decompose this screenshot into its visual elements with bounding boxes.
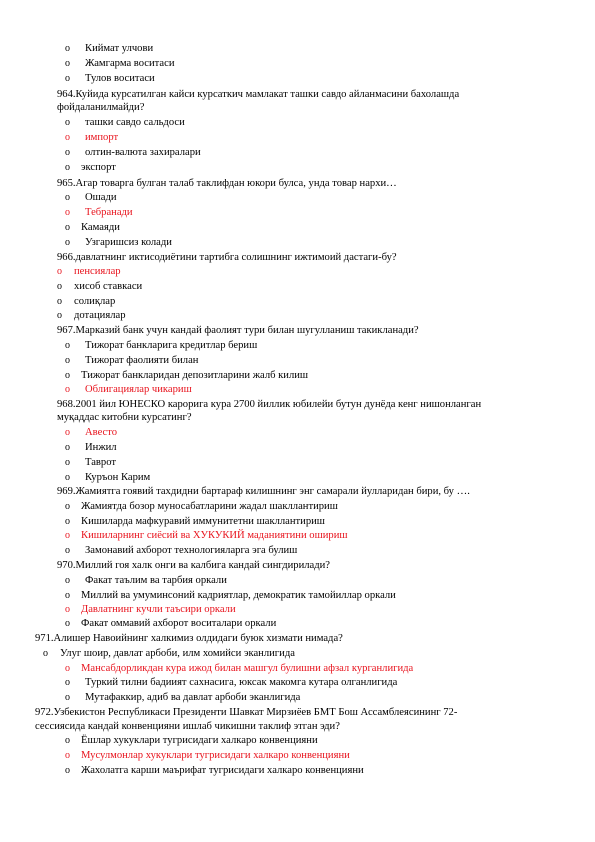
option-bullet: o: [65, 222, 70, 233]
answer-option: олтин-валюта захиралари: [85, 147, 201, 158]
answer-option: Ошади: [85, 192, 117, 203]
answer-option: Мутафаккир, адиб ва давлат арбоби эканлигида: [85, 692, 301, 703]
option-bullet: o: [65, 340, 70, 351]
answer-option: Инжил: [85, 442, 117, 453]
answer-option-correct: Давлатнинг кучли таъсири оркали: [81, 604, 236, 615]
answer-option-correct: Кишиларнинг сиёсий ва ХУКУКИЙ маданиятини ошириш: [81, 530, 348, 541]
option-bullet: o: [65, 590, 70, 601]
option-bullet: o: [65, 73, 70, 84]
answer-option: Тижорат банкларидан депозитларини жалб килиш: [81, 370, 309, 381]
question-text: 972.Узбекистон Республикаси Президенти Шавкат Мирзиёев БМТ Бош Ассамблеясининг 72-: [35, 707, 458, 718]
option-bullet: o: [65, 207, 70, 218]
question-text: 964.Куйида курсатилган кайси курсаткич мамлакат ташки савдо айланмасини бахолашда: [57, 89, 460, 100]
option-bullet: o: [65, 530, 70, 541]
option-bullet: o: [57, 310, 62, 321]
option-bullet: o: [65, 575, 70, 586]
option-bullet: o: [65, 545, 70, 556]
answer-option: Узгаришсиз колади: [85, 237, 172, 248]
option-bullet: o: [65, 663, 70, 674]
option-bullet: o: [65, 457, 70, 468]
option-bullet: o: [65, 192, 70, 203]
option-bullet: o: [57, 296, 62, 307]
option-bullet: o: [65, 472, 70, 483]
answer-option: Туркий тилни бадиият сахнасига, юксак макомга кутара олганлигида: [85, 677, 398, 688]
option-bullet: o: [65, 117, 70, 128]
answer-option: дотациялар: [74, 310, 126, 321]
answer-option: солиқлар: [74, 296, 116, 307]
answer-option: ташки савдо сальдоси: [85, 117, 185, 128]
option-bullet: o: [65, 604, 70, 615]
answer-option: Кишиларда мафкуравий иммунитетни шакллантириш: [81, 516, 325, 527]
option-bullet: o: [65, 427, 70, 438]
question-text: 969.Жамиятга гоявий тахдидни бартараф килишнинг энг самарали йулларидан бири, бу ….: [57, 486, 470, 497]
answer-option: Миллий ва умуминсоний кадриятлар, демократик тамойиллар оркали: [81, 590, 396, 601]
option-bullet: o: [65, 442, 70, 453]
answer-option: Таврот: [85, 457, 116, 468]
answer-option-correct: импорт: [85, 132, 119, 143]
question-text: 965.Агар товарга булган талаб таклифдан юкори булса, унда товар нархи…: [57, 178, 397, 189]
answer-option: Замонавий ахборот технологияларга эга булиш: [85, 545, 298, 556]
option-bullet: o: [65, 750, 70, 761]
question-text: 967.Марказий банк учун кандай фаолият тури билан шугулланиш такикланади?: [57, 325, 419, 336]
answer-option-correct: Тебранади: [85, 207, 133, 218]
option-bullet: o: [65, 162, 70, 173]
answer-option: Камаяди: [81, 222, 120, 233]
answer-option: Факат таълим ва тарбия оркали: [85, 575, 227, 586]
answer-option: Жамгарма воситаси: [85, 58, 175, 69]
option-bullet: o: [57, 281, 62, 292]
option-bullet: o: [65, 692, 70, 703]
option-bullet: o: [43, 648, 48, 659]
answer-option: хисоб ставкаси: [74, 281, 143, 292]
option-bullet: o: [65, 735, 70, 746]
option-bullet: o: [65, 618, 70, 629]
question-text: фойдаланилмайди?: [57, 102, 145, 113]
answer-option-correct: Мансабдорликдан кура ижод билан машгул булишни афзал курганлигида: [81, 663, 414, 674]
answer-option: Жамиятда бозор муносабатларини жадал шакллантириш: [81, 501, 338, 512]
question-text: муқаддас китобни курсатинг?: [57, 412, 192, 423]
answer-option-correct: Облигациялар чикариш: [85, 384, 192, 395]
option-bullet: o: [65, 765, 70, 776]
answer-option: Улуг шоир, давлат арбоби, илм хомийси эканлигида: [60, 648, 295, 659]
answer-option: Ёшлар хукуклари тугрисидаги халкаро конвенцияни: [81, 735, 318, 746]
option-bullet: o: [65, 516, 70, 527]
option-bullet: o: [65, 384, 70, 395]
option-bullet: o: [65, 677, 70, 688]
answer-option-correct: Мусулмонлар хукуклари тугрисидаги халкаро конвенцияни: [81, 750, 350, 761]
answer-option: Жахолатга карши маърифат тугрисидаги халкаро конвенцияни: [81, 765, 364, 776]
answer-option-correct: Авесто: [85, 427, 118, 438]
option-bullet: o: [65, 355, 70, 366]
option-bullet: o: [65, 58, 70, 69]
answer-option-correct: пенсиялар: [74, 266, 121, 277]
question-text: 970.Миллий гоя халк онги ва калбига кандай сингдирилади?: [57, 560, 330, 571]
option-bullet: o: [65, 43, 70, 54]
option-bullet: o: [57, 266, 62, 277]
answer-option: Тижорат фаолияти билан: [85, 355, 199, 366]
answer-option: Киймат улчови: [85, 43, 154, 54]
option-bullet: o: [65, 370, 70, 381]
question-text: 968.2001 йил ЮНЕСКО карорига кура 2700 йиллик юбилейи бутун дунёда кенг нишонланган: [57, 399, 482, 410]
question-text: 966.давлатнинг иктисодиётини тартибга солишнинг ижтимоий дастаги-бу?: [57, 252, 397, 263]
answer-option: Куръон Карим: [85, 472, 151, 483]
answer-option: Факат оммавий ахборот воситалари оркали: [81, 618, 277, 629]
option-bullet: o: [65, 147, 70, 158]
question-text: сессиясида кандай конвенцияни ишлаб чикишни таклиф этган эди?: [35, 721, 340, 732]
answer-option: Тулов воситаси: [85, 73, 155, 84]
option-bullet: o: [65, 237, 70, 248]
answer-option: Тижорат банкларига кредитлар бериш: [85, 340, 258, 351]
option-bullet: o: [65, 132, 70, 143]
answer-option: экспорт: [81, 162, 116, 173]
question-text: 971.Алишер Навоийнинг халкимиз олдидаги буюк хизмати нимада?: [35, 633, 343, 644]
option-bullet: o: [65, 501, 70, 512]
